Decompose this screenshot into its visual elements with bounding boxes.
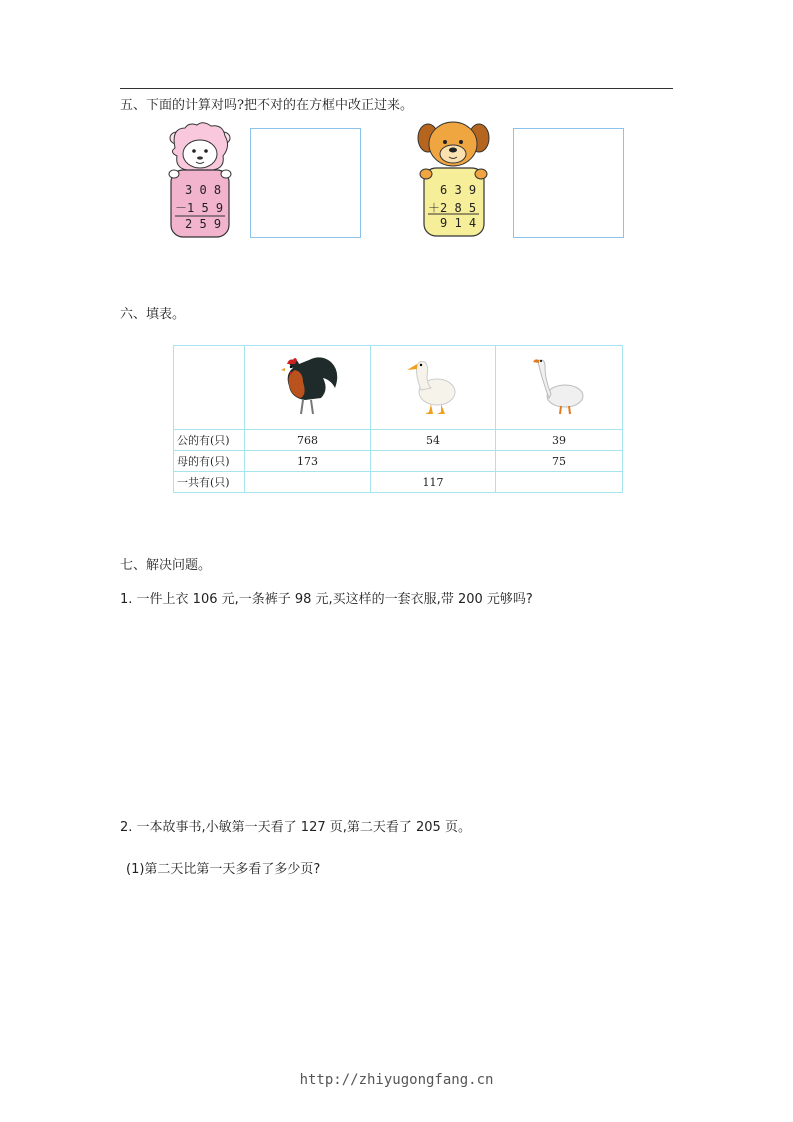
question-2: 2. 一本故事书,小敏第一天看了 127 页,第二天看了 205 页。 xyxy=(120,820,471,835)
bear-calc-card xyxy=(416,118,491,240)
section7-heading: 七、解决问题。 xyxy=(120,558,212,573)
calc2-row1: 6 3 9 xyxy=(440,183,477,197)
duck-icon xyxy=(403,354,463,418)
table-header-goose xyxy=(496,346,623,430)
row-label: 母的有(只) xyxy=(174,451,245,472)
calc2-row3: 9 1 4 xyxy=(440,216,477,230)
question-1: 1. 一件上衣 106 元,一条裤子 98 元,买这样的一套衣服,带 200 元够吗? xyxy=(120,592,533,607)
table-cell-blank[interactable] xyxy=(496,472,623,493)
section6-heading: 六、填表。 xyxy=(120,307,186,322)
table-cell: 39 xyxy=(496,430,623,451)
table-row xyxy=(174,451,623,472)
table-row xyxy=(174,472,623,493)
section5-heading: 五、下面的计算对吗?把不对的在方框中改正过来。 xyxy=(120,98,413,113)
table-cell: 75 xyxy=(496,451,623,472)
table-header-duck xyxy=(371,346,496,430)
table-cell: 768 xyxy=(245,430,371,451)
answer-box-1[interactable] xyxy=(250,128,361,238)
question-2-part-1: (1)第二天比第一天多看了多少页? xyxy=(126,862,321,877)
table-cell: 54 xyxy=(371,430,496,451)
rooster-icon xyxy=(273,354,343,418)
calc2-row2: ＋2 8 5 xyxy=(428,201,477,215)
sheep-calc-card xyxy=(165,120,235,240)
table-header-rooster xyxy=(245,346,371,430)
calc1-row1: 3 0 8 xyxy=(185,183,222,197)
table-corner-cell xyxy=(174,346,245,430)
table-cell: 173 xyxy=(245,451,371,472)
goose-icon xyxy=(529,354,589,418)
table-cell-blank[interactable] xyxy=(245,472,371,493)
footer-url[interactable]: http://zhiyugongfang.cn xyxy=(299,1072,494,1088)
answer-box-2[interactable] xyxy=(513,128,624,238)
calc1-row2: －1 5 9 xyxy=(175,201,224,215)
row-label: 公的有(只) xyxy=(174,430,245,451)
row-label: 一共有(只) xyxy=(174,472,245,493)
calc1-row3: 2 5 9 xyxy=(185,217,222,231)
table-cell: 117 xyxy=(371,472,496,493)
poultry-table xyxy=(173,345,623,493)
table-row xyxy=(174,430,623,451)
top-rule xyxy=(120,88,673,89)
table-cell-blank[interactable] xyxy=(371,451,496,472)
